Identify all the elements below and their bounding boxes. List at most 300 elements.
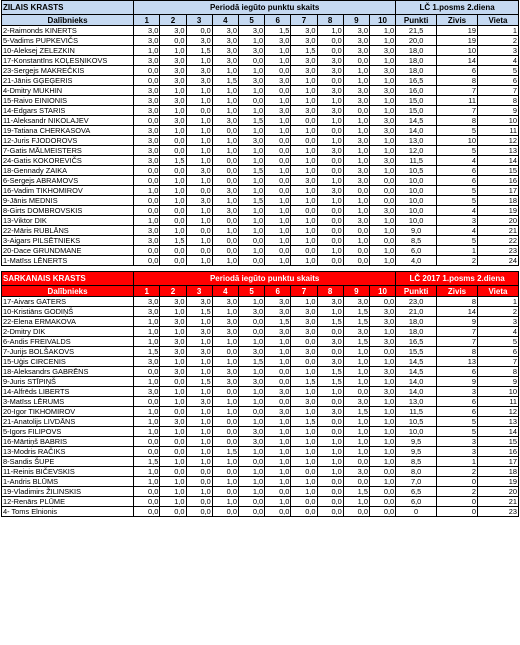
place-cell: 16 [477,176,518,186]
score-cell: 1,0 [343,206,369,216]
column-header: 1 [134,286,160,297]
score-cell: 0,0 [238,236,264,246]
table-row [2,397,519,407]
place-cell: 18 [477,196,518,206]
table-row [2,196,519,206]
score-cell: 0,0 [343,106,369,116]
score-cell: 0,0 [369,507,395,517]
place-cell: 9 [477,106,518,116]
score-cell: 1,0 [186,56,212,66]
fish-count-cell: 7 [437,337,478,347]
score-cell: 1,0 [160,387,186,397]
score-cell: 1,0 [186,136,212,146]
score-cell: 1,0 [134,477,160,487]
points-cell: 18,0 [396,327,437,337]
table-row [2,367,519,377]
score-cell: 1,0 [369,447,395,457]
place-cell: 14 [477,156,518,166]
participant-name: 3-Aigars PILSĒTNIEKS [2,236,134,246]
score-cell: 1,0 [186,387,212,397]
column-header: 10 [369,15,395,26]
score-cell: 1,0 [291,126,317,136]
column-header: 3 [186,286,212,297]
score-cell: 3,0 [343,46,369,56]
score-cell: 0,0 [265,176,291,186]
table-row [2,256,519,266]
points-cell: 10,0 [396,216,437,226]
score-cell: 1,0 [369,26,395,36]
score-cell: 0,0 [265,507,291,517]
table-row [2,337,519,347]
score-cell: 1,0 [160,86,186,96]
score-cell: 0,0 [134,246,160,256]
fish-count-cell: 5 [437,146,478,156]
score-cell: 0,0 [291,497,317,507]
participant-name: 19-Vladimirs ŽILINSKIS [2,487,134,497]
score-cell: 0,0 [343,507,369,517]
points-cell: 18,0 [396,66,437,76]
score-cell: 3,0 [265,327,291,337]
score-cell: 3,0 [186,36,212,46]
score-cell: 1,0 [160,176,186,186]
score-cell: 1,0 [343,377,369,387]
score-cell: 3,0 [238,307,264,317]
score-cell: 3,0 [317,56,343,66]
score-cell: 1,0 [238,206,264,216]
score-cell: 0,0 [343,387,369,397]
score-cell: 3,0 [369,367,395,377]
points-cell: 13,0 [396,397,437,407]
score-cell: 1,0 [238,126,264,136]
score-cell: 1,0 [369,96,395,106]
score-cell: 3,0 [369,387,395,397]
score-cell: 0,0 [265,186,291,196]
score-cell: 1,0 [238,467,264,477]
fish-count-cell: 8 [437,347,478,357]
score-cell: 1,0 [369,457,395,467]
score-cell: 1,0 [317,26,343,36]
fish-count-cell: 5 [437,196,478,206]
score-cell: 3,0 [317,146,343,156]
score-cell: 3,0 [265,307,291,317]
score-cell: 1,0 [369,427,395,437]
place-cell: 23 [477,246,518,256]
score-cell: 1,0 [186,417,212,427]
score-cell: 3,0 [238,76,264,86]
score-cell: 1,0 [265,226,291,236]
score-cell: 0,0 [317,397,343,407]
score-cell: 3,0 [212,317,238,327]
table-row [2,297,519,307]
score-cell: 0,0 [317,507,343,517]
score-cell: 1,0 [291,96,317,106]
column-header: 8 [317,15,343,26]
score-cell: 0,0 [369,467,395,477]
score-cell: 3,0 [238,46,264,56]
points-cell: 8,5 [396,236,437,246]
score-cell: 3,0 [317,66,343,76]
participant-name: 21-Jānis GĢEĢERIS [2,76,134,86]
place-cell: 8 [477,367,518,377]
column-header: 6 [265,15,291,26]
place-cell: 6 [477,347,518,357]
period-header: Periodā iegūto punktu skaits [134,272,396,286]
points-cell: 9,5 [396,437,437,447]
score-cell: 1,0 [343,66,369,76]
score-cell: 0,0 [291,507,317,517]
score-cell: 1,0 [369,437,395,447]
points-cell: 8,5 [396,457,437,467]
column-header: Zivis [437,15,478,26]
score-cell: 3,0 [134,26,160,36]
score-cell: 0,0 [212,246,238,256]
score-cell: 1,0 [238,477,264,487]
result-header: LČ 2017 1.posms 2.diena [396,272,519,286]
score-cell: 1,0 [212,146,238,156]
place-cell: 5 [477,337,518,347]
points-cell: 0 [396,507,437,517]
score-cell: 1,0 [343,116,369,126]
score-cell: 1,0 [212,307,238,317]
participant-name: 7-Jurijs BOLŠAKOVS [2,347,134,357]
table-row [2,166,519,176]
score-cell: 1,0 [291,236,317,246]
points-cell: 21,0 [396,307,437,317]
score-cell: 0,0 [369,196,395,206]
score-cell: 1,0 [265,347,291,357]
score-cell: 1,0 [160,226,186,236]
fish-count-cell: 2 [437,467,478,477]
score-cell: 1,0 [134,427,160,437]
table-title: SARKANAIS KRASTS [2,272,134,286]
score-cell: 0,0 [160,437,186,447]
score-cell: 0,0 [212,507,238,517]
column-header: Vieta [477,15,518,26]
fish-count-cell: 9 [437,317,478,327]
score-cell: 1,5 [343,317,369,327]
score-cell: 3,0 [134,56,160,66]
score-cell: 0,0 [212,387,238,397]
score-cell: 1,5 [317,317,343,327]
points-cell: 23,0 [396,297,437,307]
score-cell: 1,5 [212,76,238,86]
score-cell: 0,0 [212,176,238,186]
score-cell: 1,5 [291,377,317,387]
score-cell: 0,0 [369,297,395,307]
score-cell: 1,0 [186,337,212,347]
score-cell: 1,0 [238,387,264,397]
score-cell: 1,0 [291,437,317,447]
score-cell: 3,0 [186,327,212,337]
score-cell: 1,0 [186,427,212,437]
table-row [2,236,519,246]
score-cell: 1,5 [134,457,160,467]
score-cell: 1,0 [238,36,264,46]
column-header: 1 [134,15,160,26]
score-cell: 1,0 [265,216,291,226]
score-cell: 3,0 [317,106,343,116]
score-cell: 1,0 [238,367,264,377]
place-cell: 1 [477,26,518,36]
score-cell: 0,0 [291,206,317,216]
score-cell: 3,0 [212,186,238,196]
score-cell: 1,0 [265,116,291,126]
fish-count-cell: 4 [437,226,478,236]
score-cell: 1,0 [238,66,264,76]
score-cell: 0,0 [160,216,186,226]
place-cell: 10 [477,387,518,397]
place-cell: 20 [477,487,518,497]
score-cell: 1,5 [238,116,264,126]
score-cell: 1,0 [265,467,291,477]
table-row [2,447,519,457]
score-cell: 0,0 [134,367,160,377]
points-cell: 10,0 [396,196,437,206]
participant-name: 22-Māris RUBLĀNS [2,226,134,236]
score-cell: 0,0 [212,156,238,166]
score-cell: 1,0 [238,447,264,457]
score-cell: 0,0 [317,206,343,216]
points-cell: 16,5 [396,337,437,347]
points-cell: 15,0 [396,96,437,106]
fish-count-cell: 11 [437,96,478,106]
score-cell: 3,0 [343,176,369,186]
participant-name: 20-Igor TIKHOMIROV [2,407,134,417]
participant-name: 16-Vadim TIKHOMIROV [2,186,134,196]
score-cell: 3,0 [291,106,317,116]
points-cell: 18,0 [396,56,437,66]
fish-count-cell: 7 [437,86,478,96]
participant-name: 11-Reinis BIČEVSKIS [2,467,134,477]
score-cell: 1,0 [291,76,317,86]
place-cell: 22 [477,236,518,246]
score-cell: 1,0 [291,196,317,206]
table-row [2,176,519,186]
score-cell: 1,0 [343,447,369,457]
score-cell: 1,0 [265,437,291,447]
score-cell: 1,0 [291,256,317,266]
score-cell: 1,5 [238,166,264,176]
score-cell: 3,0 [291,56,317,66]
table-row [2,76,519,86]
score-cell: 1,0 [291,186,317,196]
score-cell: 1,0 [291,457,317,467]
points-cell: 10,5 [396,166,437,176]
score-cell: 0,0 [265,367,291,377]
score-cell: 1,0 [160,126,186,136]
score-cell: 3,0 [134,36,160,46]
score-cell: 0,0 [317,327,343,337]
place-cell: 16 [477,447,518,457]
period-header: Periodā iegūto punktu skaits [134,1,396,15]
participant-name: 18-Aleksandrs GABRĒNS [2,367,134,377]
score-cell: 1,0 [186,256,212,266]
table-row [2,116,519,126]
score-cell: 1,0 [317,307,343,317]
points-cell: 10,0 [396,176,437,186]
table-row [2,417,519,427]
score-cell: 1,5 [186,46,212,56]
points-cell: 18,0 [396,317,437,327]
participant-name: 1-Matīss LĒNERTS [2,256,134,266]
score-cell: 0,0 [317,236,343,246]
participant-name: 9-Juris STĪPIŅŠ [2,377,134,387]
place-cell: 13 [477,146,518,156]
place-cell: 15 [477,437,518,447]
score-cell: 1,0 [265,417,291,427]
score-cell: 1,0 [160,477,186,487]
score-cell: 1,0 [369,417,395,427]
fish-count-cell: 5 [437,427,478,437]
score-cell: 1,5 [343,307,369,317]
table-row [2,467,519,477]
score-cell: 1,0 [160,487,186,497]
score-cell: 0,0 [212,166,238,176]
points-cell: 14,5 [396,116,437,126]
score-cell: 3,0 [160,66,186,76]
fish-count-cell: 6 [437,367,478,377]
participant-name: 19-Tatiana CHERKASOVA [2,126,134,136]
score-cell: 3,0 [369,317,395,327]
score-cell: 0,0 [238,56,264,66]
points-cell: 6,0 [396,246,437,256]
participant-name: 18-Gennady ZAIKA [2,166,134,176]
score-cell: 1,0 [212,86,238,96]
score-cell: 3,0 [212,26,238,36]
participant-name: 8-Sandis ŠUPE [2,457,134,467]
score-cell: 1,0 [186,367,212,377]
table-row [2,146,519,156]
fish-count-cell: 2 [437,487,478,497]
score-cell: 1,0 [291,166,317,176]
score-cell: 3,0 [134,96,160,106]
points-cell: 8,0 [396,467,437,477]
score-cell: 0,0 [291,136,317,146]
score-cell: 1,0 [343,347,369,357]
score-cell: 0,0 [134,447,160,457]
place-cell: 9 [477,377,518,387]
score-cell: 0,0 [317,256,343,266]
score-cell: 1,0 [343,196,369,206]
fish-count-cell: 8 [437,76,478,86]
score-cell: 3,0 [343,136,369,146]
score-cell: 3,0 [134,387,160,397]
fish-count-cell: 1 [437,457,478,467]
score-cell: 1,0 [212,96,238,106]
score-cell: 1,0 [291,407,317,417]
place-cell: 7 [477,357,518,367]
points-cell: 14,5 [396,367,437,377]
score-cell: 1,0 [369,216,395,226]
place-cell: 6 [477,76,518,86]
score-cell: 0,0 [265,487,291,497]
place-cell: 3 [477,317,518,327]
score-cell: 0,0 [265,156,291,166]
table-row [2,457,519,467]
fish-count-cell: 0 [437,497,478,507]
score-cell: 3,0 [317,186,343,196]
score-cell: 0,0 [134,256,160,266]
score-cell: 0,0 [238,497,264,507]
column-header: Zivis [437,286,478,297]
fish-count-cell: 0 [437,477,478,487]
score-cell: 1,0 [160,427,186,437]
score-cell: 0,0 [369,497,395,507]
score-cell: 1,0 [369,166,395,176]
score-cell: 1,0 [343,367,369,377]
score-cell: 1,0 [212,497,238,507]
participant-name: 13-Viktor DIK [2,216,134,226]
score-cell: 0,0 [186,26,212,36]
score-cell: 1,5 [212,447,238,457]
score-cell: 3,0 [238,26,264,36]
fish-count-cell: 5 [437,126,478,136]
score-cell: 1,0 [186,206,212,216]
points-cell: 21,5 [396,26,437,36]
score-cell: 1,0 [265,357,291,367]
score-cell: 0,0 [343,477,369,487]
score-cell: 1,0 [238,337,264,347]
score-cell: 0,0 [134,76,160,86]
place-cell: 12 [477,136,518,146]
score-cell: 0,0 [343,256,369,266]
score-cell: 1,5 [160,156,186,166]
score-cell: 0,0 [160,507,186,517]
score-cell: 0,0 [160,166,186,176]
score-cell: 1,0 [134,417,160,427]
place-cell: 17 [477,457,518,467]
place-cell: 11 [477,126,518,136]
place-cell: 17 [477,186,518,196]
score-cell: 3,0 [134,86,160,96]
score-cell: 1,0 [265,196,291,206]
score-cell: 0,0 [186,507,212,517]
score-cell: 1,0 [265,126,291,136]
column-header: 6 [265,286,291,297]
score-cell: 1,0 [265,46,291,56]
score-cell: 0,0 [369,487,395,497]
score-cell: 1,0 [134,407,160,417]
score-cell: 0,0 [186,106,212,116]
participant-name: 7-Gatis MĀLMEISTERS [2,146,134,156]
score-cell: 1,0 [186,176,212,186]
score-cell: 1,0 [369,146,395,156]
score-cell: 3,0 [291,66,317,76]
score-cell: 0,0 [343,226,369,236]
score-cell: 1,0 [291,146,317,156]
place-cell: 18 [477,467,518,477]
score-cell: 3,0 [160,337,186,347]
participant-name: 4-Dmitry MUKHIN [2,86,134,96]
score-cell: 1,0 [212,337,238,347]
score-cell: 0,0 [317,156,343,166]
score-cell: 1,0 [186,317,212,327]
score-cell: 0,0 [212,487,238,497]
score-cell: 1,0 [369,76,395,86]
score-cell: 3,0 [212,297,238,307]
table-row [2,156,519,166]
fish-count-cell: 0 [437,507,478,517]
score-cell: 1,0 [291,156,317,166]
participant-name: 17-Aivars GATERS [2,297,134,307]
score-cell: 1,0 [265,337,291,347]
score-cell: 1,0 [186,126,212,136]
score-cell: 1,0 [186,116,212,126]
score-cell: 0,0 [134,507,160,517]
participant-name: 11-Aleksandr NIKOLAJEV [2,116,134,126]
score-cell: 3,0 [369,307,395,317]
score-cell: 3,0 [160,317,186,327]
